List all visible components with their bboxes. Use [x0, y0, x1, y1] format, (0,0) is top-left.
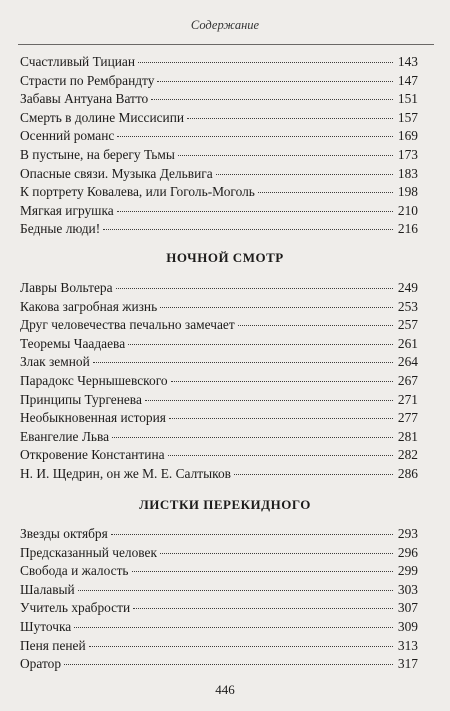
toc-entry-page: 281: [397, 428, 418, 444]
toc-entry-title: Парадокс Чернышевского: [20, 372, 168, 388]
dot-leader: [111, 533, 393, 535]
toc-entry-title: Осенний романс: [20, 128, 115, 144]
toc-entry: [20, 335, 418, 354]
dot-leader: [157, 80, 393, 82]
page-number: 446: [215, 682, 235, 697]
toc-entry-page: 257: [397, 317, 418, 333]
toc-entry-page: 151: [397, 91, 418, 107]
toc-entry: [20, 353, 418, 372]
toc-entry-title: В пустыне, на берегу Тьмы: [20, 146, 175, 162]
toc-entry: [20, 581, 418, 600]
toc-entry: [20, 465, 418, 484]
toc-entry: [20, 202, 418, 221]
toc-entry-title: Лавры Вольтера: [20, 280, 113, 295]
toc-entry: [20, 183, 418, 202]
toc-entry: [20, 316, 418, 335]
toc-entry: [20, 618, 418, 637]
toc-list-continued: [20, 53, 418, 239]
dot-leader: [151, 98, 393, 100]
toc-entry-page: 216: [397, 221, 418, 237]
toc-entry-page: 271: [397, 391, 418, 407]
header-rule: [18, 44, 434, 45]
toc-entry-page: 293: [397, 526, 418, 541]
toc-entry-title: Учитель храбрости: [20, 600, 131, 616]
toc-entry-title: Смерть в долине Миссисипи: [20, 109, 185, 125]
toc-entry-title: Какова загробная жизнь: [20, 298, 158, 314]
dot-leader: [168, 454, 393, 456]
dot-leader: [160, 306, 393, 308]
dot-leader: [128, 343, 393, 345]
toc-entry-page: 210: [397, 202, 418, 218]
toc-entry-title: Злак земной: [20, 354, 90, 370]
toc-entry-title: Опасные связи. Музыка Дельвига: [20, 165, 213, 181]
toc-entry-page: 307: [397, 600, 418, 616]
toc-entry: [20, 53, 418, 72]
toc-entry-title: Свобода и жалость: [20, 563, 129, 579]
toc-entry-page: 249: [397, 280, 418, 295]
toc-entry-page: 277: [397, 410, 418, 426]
toc-entry-title: Забавы Антуана Ватто: [20, 91, 149, 107]
toc-entry: [20, 165, 418, 184]
toc-entry-page: 198: [397, 184, 418, 200]
toc-entry-title: Друг человечества печально замечает: [20, 317, 235, 333]
toc-entry: [20, 446, 418, 465]
toc-entry-page: 317: [397, 656, 418, 672]
section-heading-nochnoy-smotr: НОЧНОЙ СМОТР: [166, 250, 284, 265]
dot-leader: [178, 154, 393, 156]
toc-entry-page: 299: [397, 563, 418, 579]
dot-leader: [160, 552, 393, 554]
toc-entry-title: Мягкая игрушка: [20, 202, 114, 218]
toc-entry-title: Пеня пеней: [20, 637, 86, 653]
toc-entry-title: Принципы Тургенева: [20, 391, 142, 407]
toc-entry-page: 157: [397, 109, 418, 125]
toc-entry-title: Н. И. Щедрин, он же М. Е. Салтыков: [20, 465, 231, 481]
toc-entry: [20, 146, 418, 165]
toc-entry-page: 303: [397, 581, 418, 597]
toc-entry-page: 264: [397, 354, 418, 370]
toc-entry: [20, 599, 418, 618]
toc-entry-page: 147: [397, 72, 418, 88]
section-heading-listki: ЛИСТКИ ПЕРЕКИДНОГО: [139, 497, 311, 512]
toc-entry-page: 173: [397, 146, 418, 162]
toc-entry-title: Счастливый Тициан: [20, 54, 136, 69]
toc-entry-title: Откровение Константина: [20, 447, 165, 463]
toc-entry-page: 267: [397, 372, 418, 388]
dot-leader: [138, 61, 393, 63]
toc-entry-title: Теоремы Чаадаева: [20, 335, 126, 351]
toc-entry: [20, 544, 418, 563]
toc-entry-title: Шуточка: [20, 618, 72, 634]
dot-leader: [89, 645, 393, 647]
dot-leader: [169, 417, 393, 419]
toc-entry-title: Предсказанный человек: [20, 544, 157, 560]
toc-entry-page: 309: [397, 618, 418, 634]
toc-entry: [20, 525, 418, 544]
toc-entry-title: К портрету Ковалева, или Гоголь-Моголь: [20, 184, 255, 200]
toc-entry: [20, 109, 418, 128]
running-header: Содержание: [190, 18, 260, 32]
dot-leader: [133, 607, 393, 609]
dot-leader: [171, 380, 393, 382]
dot-leader: [78, 589, 393, 591]
toc-entry-title: Евангелие Льва: [20, 428, 110, 444]
dot-leader: [187, 117, 393, 119]
toc-entry: [20, 90, 418, 109]
toc-entry: [20, 391, 418, 410]
toc-entry-title: Бедные люди!: [20, 221, 101, 237]
dot-leader: [64, 663, 393, 665]
toc-entry-page: 169: [397, 128, 418, 144]
toc-entry-page: 261: [397, 335, 418, 351]
dot-leader: [132, 570, 393, 572]
toc-entry-page: 253: [397, 298, 418, 314]
toc-entry: [20, 428, 418, 447]
toc-entry: [20, 637, 418, 656]
dot-leader: [258, 191, 393, 193]
dot-leader: [112, 436, 393, 438]
toc-entry: [20, 562, 418, 581]
toc-entry-page: 282: [397, 447, 418, 463]
toc-entry: [20, 72, 418, 91]
toc-entry: [20, 372, 418, 391]
toc-entry-page: 143: [397, 54, 418, 69]
toc-entry-title: Оратор: [20, 656, 62, 672]
dot-leader: [117, 135, 393, 137]
dot-leader: [117, 210, 393, 212]
toc-entry: [20, 655, 418, 674]
toc-entry-page: 296: [397, 544, 418, 560]
dot-leader: [93, 361, 393, 363]
toc-entry-page: 183: [397, 165, 418, 181]
toc-entry-title: Шалавый: [20, 581, 75, 597]
toc-entry: [20, 127, 418, 146]
toc-entry: [20, 220, 418, 239]
toc-list-listki: [20, 525, 418, 674]
toc-entry-title: Необыкновенная история: [20, 410, 166, 426]
toc-entry: [20, 409, 418, 428]
dot-leader: [234, 473, 393, 475]
toc-entry: [20, 298, 418, 317]
dot-leader: [216, 173, 393, 175]
dot-leader: [103, 228, 393, 230]
toc-entry: [20, 279, 418, 298]
dot-leader: [116, 287, 393, 289]
dot-leader: [238, 324, 393, 326]
toc-list-nochnoy-smotr: [20, 279, 418, 484]
toc-entry-title: Звезды октября: [20, 526, 108, 541]
toc-entry-page: 286: [397, 465, 418, 481]
toc-entry-page: 313: [397, 637, 418, 653]
dot-leader: [145, 399, 393, 401]
toc-entry-title: Страсти по Рембрандту: [20, 72, 155, 88]
dot-leader: [74, 626, 393, 628]
